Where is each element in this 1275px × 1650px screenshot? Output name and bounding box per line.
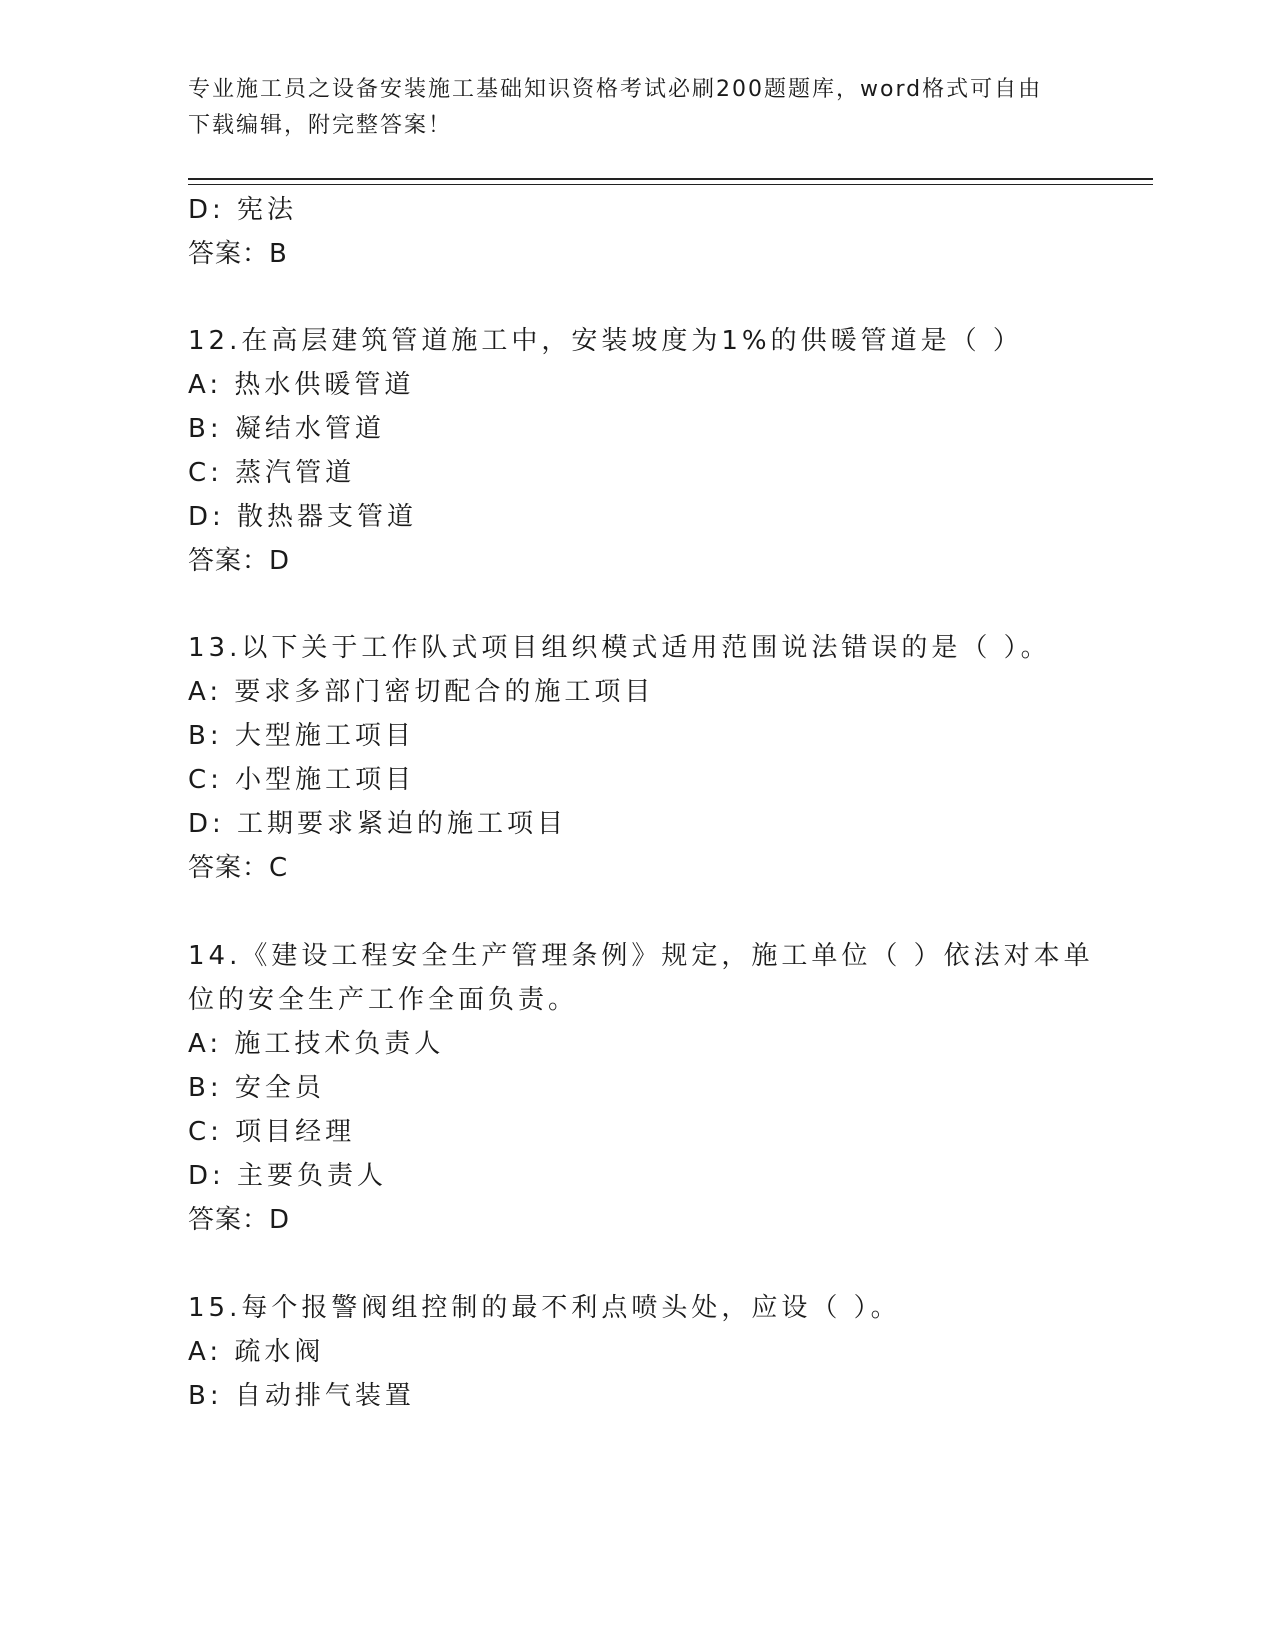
header-rule-thin xyxy=(188,184,1153,185)
prev-answer: 答案：B xyxy=(188,239,288,269)
q13-option-b: B: 大型施工项目 xyxy=(188,721,415,751)
q15-stem: 15.每个报警阀组控制的最不利点喷头处，应设（ ）。 xyxy=(188,1293,901,1323)
q12-option-b: B: 凝结水管道 xyxy=(188,414,385,444)
q14-stem-line-2: 位的安全生产工作全面负责。 xyxy=(188,985,579,1015)
q14-option-b: B: 安全员 xyxy=(188,1073,325,1103)
q12-stem: 12.在高层建筑管道施工中，安装坡度为1%的供暖管道是（ ） xyxy=(188,326,1023,356)
q14-option-a: A: 施工技术负责人 xyxy=(188,1029,445,1059)
q13-option-a: A: 要求多部门密切配合的施工项目 xyxy=(188,677,655,707)
q14-option-c: C: 项目经理 xyxy=(188,1117,356,1147)
q12-answer: 答案：D xyxy=(188,546,291,576)
q14-stem-line-1: 14.《建设工程安全生产管理条例》规定，施工单位（ ）依法对本单 xyxy=(188,941,1094,971)
prev-option-d: D: 宪法 xyxy=(188,195,298,225)
q13-option-d: D: 工期要求紧迫的施工项目 xyxy=(188,809,568,839)
q12-option-a: A: 热水供暖管道 xyxy=(188,370,415,400)
q13-option-c: C: 小型施工项目 xyxy=(188,765,416,795)
q14-option-d: D: 主要负责人 xyxy=(188,1161,388,1191)
q12-option-d: D: 散热器支管道 xyxy=(188,502,418,532)
header-line-1: 专业施工员之设备安装施工基础知识资格考试必刷200题题库，word格式可自由 xyxy=(188,77,1043,102)
document-header xyxy=(188,72,1068,144)
q13-answer: 答案：C xyxy=(188,853,289,883)
q15-option-b: B: 自动排气装置 xyxy=(188,1381,415,1411)
q12-option-c: C: 蒸汽管道 xyxy=(188,458,356,488)
q15-option-a: A: 疏水阀 xyxy=(188,1337,325,1367)
header-line-2: 下载编辑，附完整答案！ xyxy=(188,113,453,138)
q13-stem: 13.以下关于工作队式项目组织模式适用范围说法错误的是（ ）。 xyxy=(188,633,1051,663)
header-rule-thick xyxy=(188,178,1153,180)
q14-answer: 答案：D xyxy=(188,1205,291,1235)
